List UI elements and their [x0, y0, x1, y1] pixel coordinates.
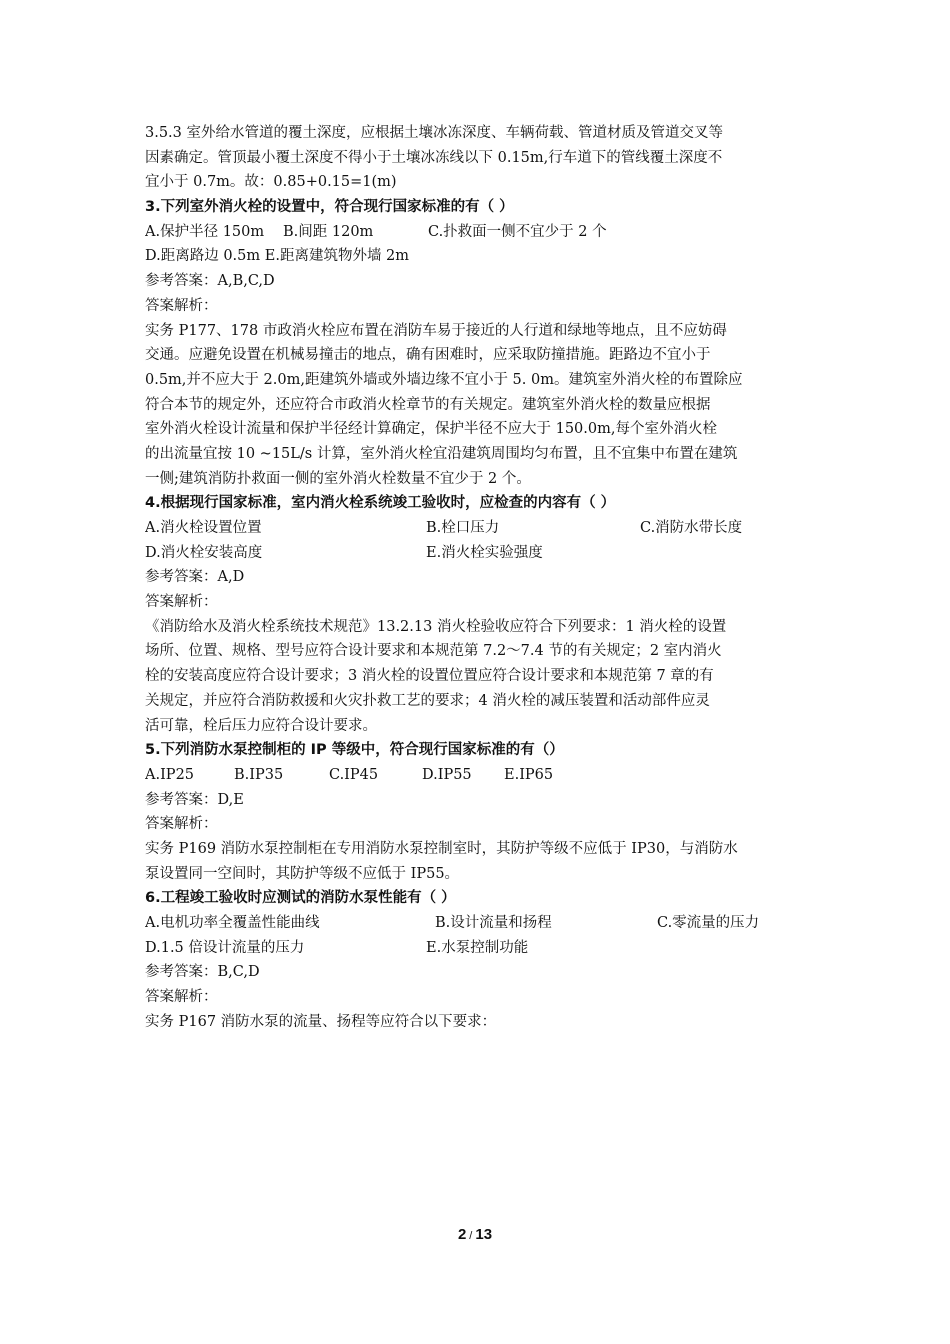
option-row — [145, 936, 810, 961]
option: A.保护半径 150m — [145, 223, 265, 240]
option: D.距离路边 0.5m E.距离建筑物外墙 2m — [145, 248, 410, 265]
option: D.消火栓安装高度 — [145, 544, 263, 561]
option-row — [145, 220, 810, 245]
answer-line: 参考答案：D,E — [145, 791, 244, 808]
analysis-line: 实务 P169 消防水泵控制柜在专用消防水泵控制室时，其防护等级不应低于 IP30，与消防水 — [145, 840, 738, 857]
analysis-line: 栓的安装高度应符合设计要求；3 消火栓的设置位置应符合设计要求和本规范第 7 章的有 — [145, 668, 714, 685]
analysis-line: 活可靠，栓后压力应符合设计要求。 — [145, 717, 377, 734]
answer-line: 参考答案：B,C,D — [145, 964, 260, 981]
option: B.间距 120m — [283, 223, 374, 240]
option: C.消防水带长度 — [640, 520, 743, 536]
answer-line: 参考答案：A,B,C,D — [145, 273, 275, 290]
option: A.IP25 — [145, 766, 195, 783]
analysis-label: 答案解析： — [145, 594, 218, 611]
analysis-label: 答案解析： — [145, 816, 218, 833]
analysis-line: 《消防给水及消火栓系统技术规范》13.2.13 消火栓验收应符合下列要求：1 消火栓的设置 — [145, 618, 727, 635]
analysis-line: 交通。应避免设置在机械易撞击的地点，确有困难时，应采取防撞措施。距路边不宜小于 — [145, 347, 711, 364]
page-number — [0, 1226, 950, 1243]
analysis-line: 泵设置同一空间时，其防护等级不应低于 IP55。 — [145, 865, 460, 882]
page-content — [145, 121, 810, 1034]
option-row — [145, 911, 810, 936]
question-title: 3.下列室外消火栓的设置中，符合现行国家标准的有（ ） — [145, 199, 514, 216]
current-page: 2 — [457, 1226, 467, 1243]
option: D.1.5 倍设计流量的压力 — [145, 939, 305, 956]
analysis-line: 一侧;建筑消防扑救面一侧的室外消火栓数量不宜少于 2 个。 — [145, 470, 531, 487]
option: B.栓口压力 — [426, 520, 500, 536]
analysis-label: 答案解析： — [145, 989, 218, 1006]
question-title: 5.下列消防水泵控制柜的 IP 等级中，符合现行国家标准的有（） — [145, 742, 564, 759]
analysis-line: 室外消火栓设计流量和保护半径经计算确定，保护半径不应大于 150.0m,每个室外消火栓 — [145, 421, 717, 438]
option-row — [145, 516, 810, 541]
text-line: 宜小于 0.7m。故：0.85+0.15=1(m) — [145, 174, 397, 191]
option: C.扑救面一侧不宜少于 2 个 — [428, 223, 607, 240]
total-pages: 13 — [475, 1226, 493, 1243]
analysis-line: 符合本节的规定外，还应符合市政消火栓章节的有关规定。建筑室外消火栓的数量应根据 — [145, 396, 711, 413]
option: C.零流量的压力 — [657, 915, 760, 931]
analysis-line: 场所、位置、规格、型号应符合设计要求和本规范第 7.2～7.4 节的有关规定；2 室内消火 — [145, 643, 722, 660]
question-title: 4.根据现行国家标准，室内消火栓系统竣工验收时，应检查的内容有（ ） — [145, 495, 616, 512]
option: C.IP45 — [329, 766, 379, 783]
text-line: 3.5.3 室外给水管道的覆土深度，应根据土壤冰冻深度、车辆荷载、管道材质及管道交叉等 — [145, 125, 723, 141]
page-separator: / — [469, 1230, 473, 1242]
option: E.消火栓实验强度 — [426, 544, 543, 561]
option: A.消火栓设置位置 — [145, 520, 262, 536]
analysis-line: 实务 P167 消防水泵的流量、扬程等应符合以下要求： — [145, 1013, 497, 1030]
option: E.水泵控制功能 — [426, 939, 529, 956]
analysis-label: 答案解析： — [145, 297, 218, 314]
option-row — [145, 541, 810, 566]
analysis-line: 的出流量宜按 10 ~15L/s 计算，室外消火栓宜沿建筑周围均匀布置，且不宜集中布置在建筑 — [145, 445, 738, 462]
option-row — [145, 244, 810, 269]
analysis-line: 0.5m,并不应大于 2.0m,距建筑外墙或外墙边缘不宜小于 5. 0m。建筑室外消火栓的布置除应 — [145, 371, 743, 388]
analysis-line: 关规定，并应符合消防救援和火灾扑救工艺的要求；4 消火栓的减压装置和活动部件应灵 — [145, 692, 710, 709]
option: D.IP55 — [422, 766, 472, 783]
question-title: 6.工程竣工验收时应测试的消防水泵性能有（ ） — [145, 890, 456, 907]
option: B.设计流量和扬程 — [435, 915, 552, 931]
option-row — [145, 763, 810, 788]
answer-line: 参考答案：A,D — [145, 569, 245, 586]
analysis-line: 实务 P177、178 市政消火栓应布置在消防车易于接近的人行道和绿地等地点，且不应妨碍 — [145, 322, 727, 339]
option: B.IP35 — [234, 766, 284, 783]
option: A.电机功率全覆盖性能曲线 — [145, 915, 320, 931]
option: E.IP65 — [504, 766, 554, 783]
text-line: 因素确定。管顶最小覆土深度不得小于土壤冰冻线以下 0.15m,行车道下的管线覆土深度不 — [145, 149, 723, 166]
